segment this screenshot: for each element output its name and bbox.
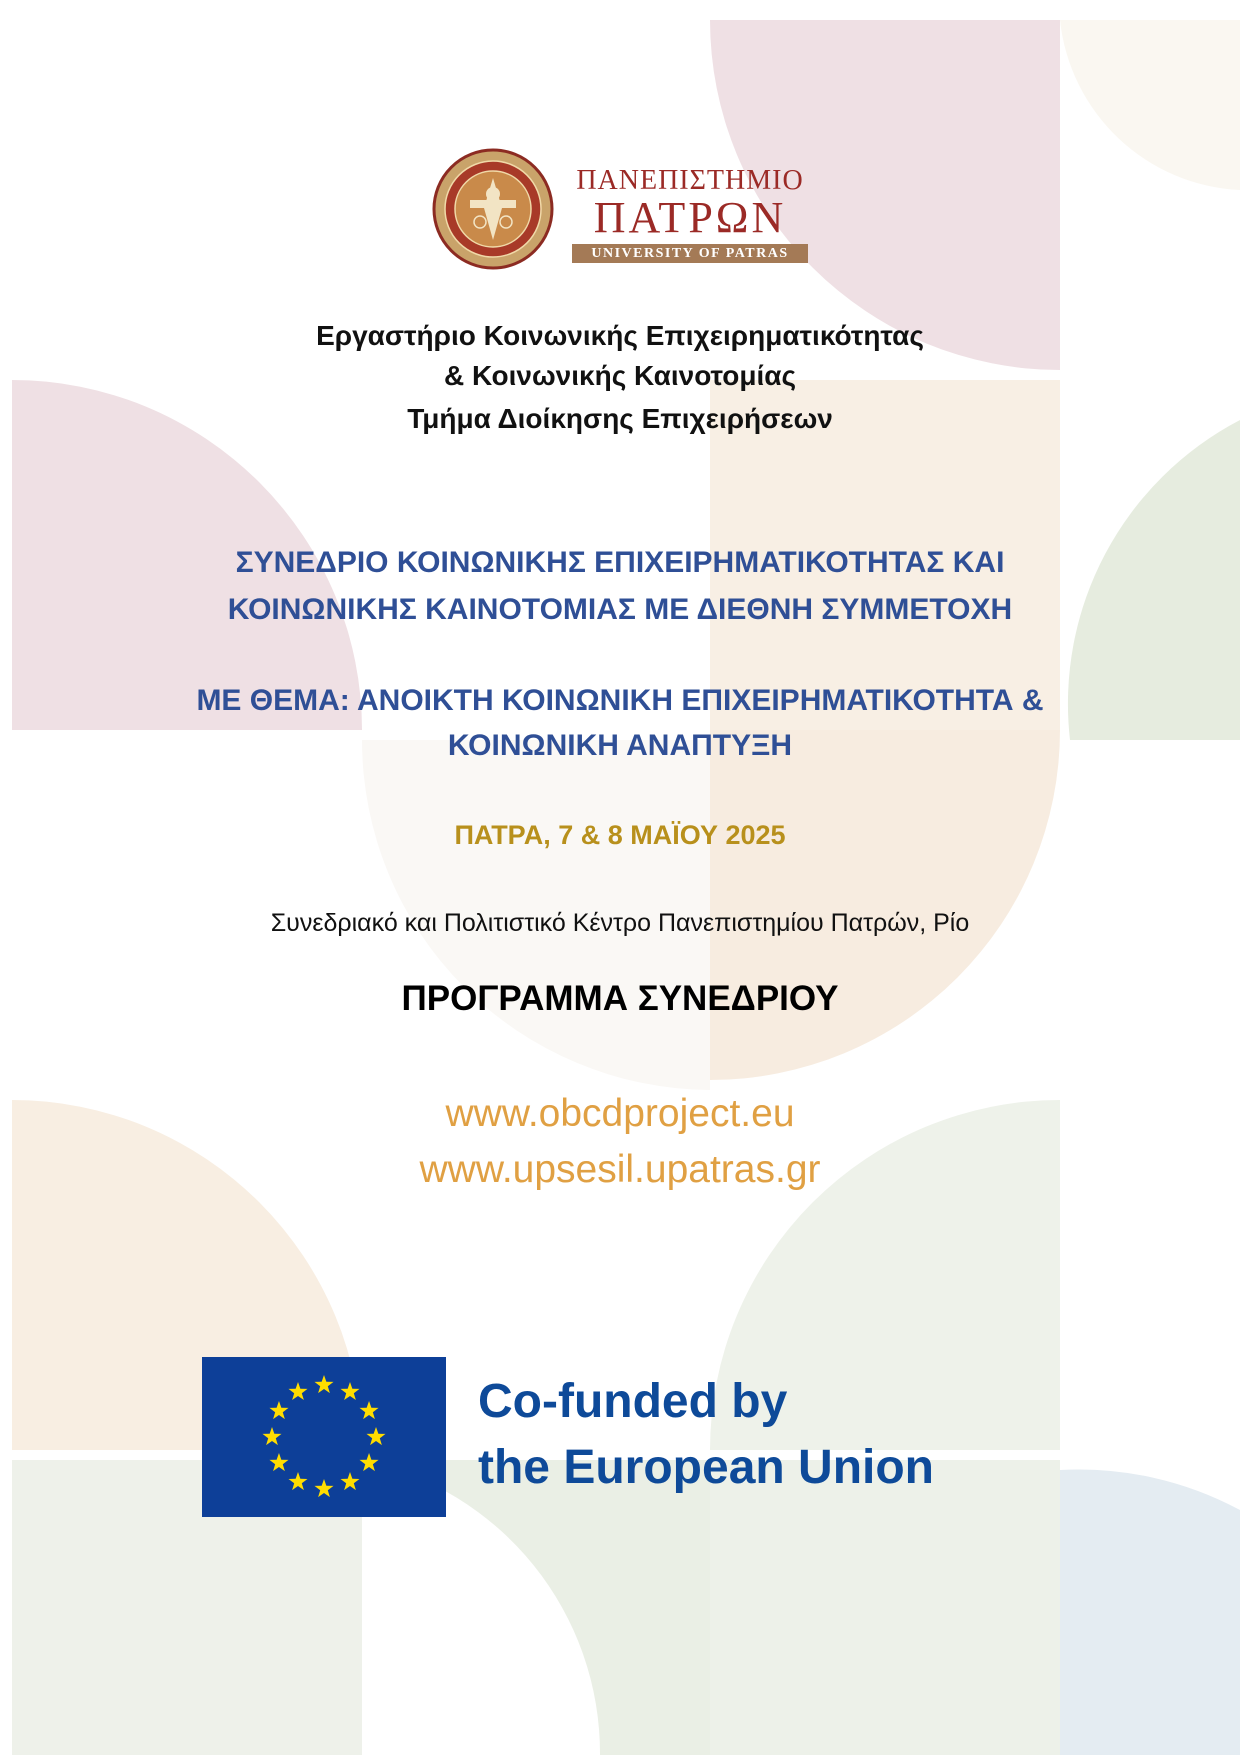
eu-cofunded-emblem [202, 1357, 1002, 1517]
university-logo [432, 148, 808, 270]
conference-theme-line1: ΜΕ ΘΕΜΑ: ΑΝΟΙΚΤΗ ΚΟΙΝΩΝΙΚΗ ΕΠΙΧΕΙΡΗΜΑΤΙΚΟΤΗΤΑ & [196, 684, 1044, 717]
eu-flag-icon [202, 1357, 446, 1517]
link-upsesil[interactable]: www.upsesil.upatras.gr [419, 1148, 821, 1191]
conference-title-line1: ΣΥΝΕΔΡΙΟ ΚΟΙΝΩΝΙΚΗΣ ΕΠΙΧΕΙΡΗΜΑΤΙΚΟΤΗΤΑΣ ΚΑΙ [235, 546, 1005, 579]
conference-title-line2: ΚΟΙΝΩΝΙΚΗΣ ΚΑΙΝΟΤΟΜΙΑΣ ΜΕ ΔΙΕΘΝΗ ΣΥΜΜΕΤΟΧΗ [227, 593, 1013, 626]
eu-text-line2: the European Union [478, 1441, 934, 1494]
link-obcdproject[interactable]: www.obcdproject.eu [445, 1092, 795, 1135]
lab-line2: & Κοινωνικής Καινοτομίας [443, 360, 797, 391]
lab-line1: Εργαστήριο Κοινωνικής Επιχειρηματικότητας [316, 320, 924, 351]
eu-text-line1: Co-funded by [478, 1375, 788, 1428]
university-name-line1: ΠΑΝΕΠΙΣΤΗΜΙΟ [576, 165, 804, 196]
university-seal-icon [432, 148, 554, 270]
conference-theme-line2: ΚΟΙΝΩΝΙΚΗ ΑΝΑΠΤΥΞΗ [447, 729, 793, 762]
university-name-line2: ΠΑΤΡΩΝ [593, 193, 787, 242]
conference-venue: Συνεδριακό και Πολιτιστικό Κέντρο Πανεπιστημίου Πατρών, Ρίο [270, 909, 970, 937]
program-heading: ΠΡΟΓΡΑΜΜΑ ΣΥΝΕΔΡΙΟΥ [401, 979, 839, 1018]
university-name-english: UNIVERSITY OF PATRAS [572, 244, 808, 263]
department-name: Τμήμα Διοίκησης Επιχειρήσεων [407, 403, 833, 434]
conference-date: ΠΑΤΡΑ, 7 & 8 ΜΑΪΟΥ 2025 [454, 820, 786, 850]
